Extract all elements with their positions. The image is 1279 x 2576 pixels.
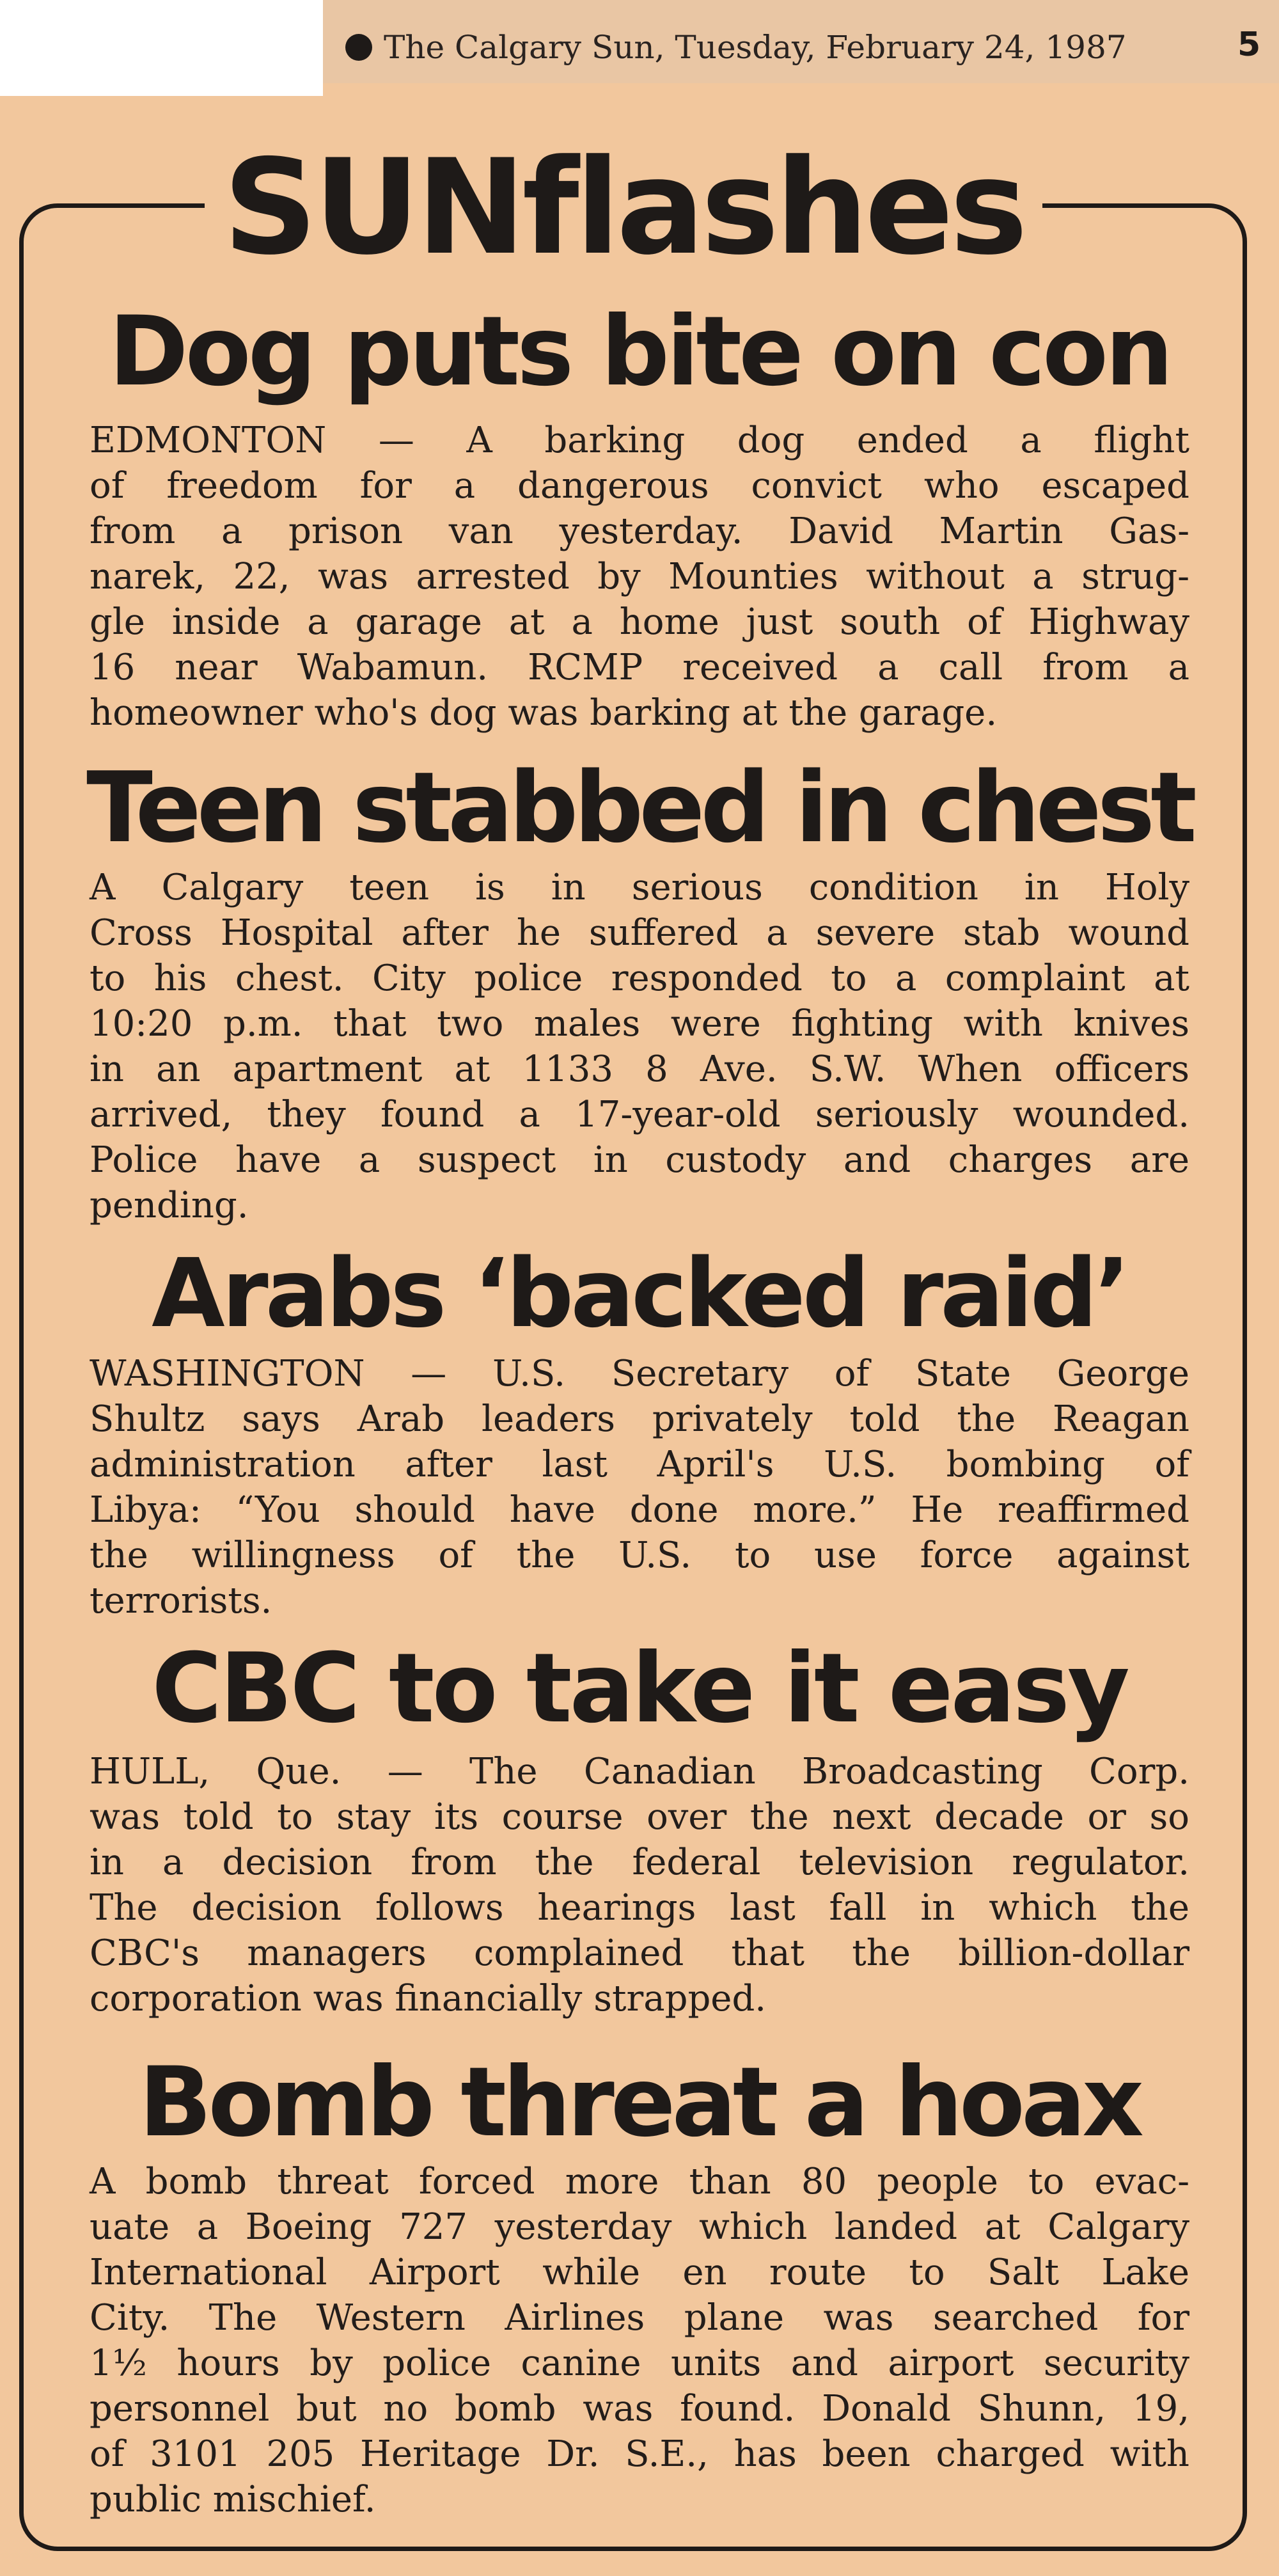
text-line: public mischief. xyxy=(90,2479,376,2520)
headline: Arabs ‘backed raid’ xyxy=(152,1238,1127,1348)
text-line: of freedom for a dangerous convict who escaped xyxy=(90,465,1189,507)
text-line: in an apartment at 1133 8 Ave. S.W. When officers xyxy=(90,1048,1189,1090)
text-line: 10:20 p.m. that two males were fighting with knives xyxy=(90,1003,1189,1045)
text-line: narek, 22, was arrested by Mounties without a strug- xyxy=(90,556,1189,597)
bullet-icon xyxy=(345,34,372,61)
text-line: A bomb threat forced more than 80 people to evac- xyxy=(90,2161,1189,2202)
text-line: CBC's managers complained that the billion-dollar xyxy=(90,1932,1189,1974)
publication-text: The Calgary Sun, Tuesday, February 24, 1987 xyxy=(384,29,1127,66)
text-line: Police have a suspect in custody and charges are xyxy=(90,1139,1189,1181)
headline: Dog puts bite on con xyxy=(109,296,1170,407)
story-body xyxy=(83,865,1196,1228)
text-line: was told to stay its course over the next decade or so xyxy=(90,1796,1189,1838)
text-line: arrived, they found a 17-year-old seriously wounded. xyxy=(90,1094,1189,1135)
text-line: terrorists. xyxy=(90,1580,272,1622)
text-line: HULL, Que. — The Canadian Broadcasting Corp. xyxy=(90,1751,1189,1792)
story-arabs-backed-raid xyxy=(83,1238,1196,1624)
publication-line xyxy=(345,29,1266,80)
text-line: The decision follows hearings last fall in which the xyxy=(90,1887,1189,1929)
text-line: Shultz says Arab leaders privately told the Reagan xyxy=(90,1398,1189,1440)
text-line: from a prison van yesterday. David Martin Gas- xyxy=(90,510,1189,552)
text-line: Cross Hospital after he suffered a severe stab wound xyxy=(90,912,1189,954)
text-line: of 3101 205 Heritage Dr. S.E., has been charged with xyxy=(90,2433,1189,2475)
text-line: gle inside a garage at a home just south of Highway xyxy=(90,601,1189,643)
headline: Bomb threat a hoax xyxy=(139,2047,1140,2158)
text-line: Libya: “You should have done more.” He reaffirmed xyxy=(90,1489,1189,1531)
story-body xyxy=(83,1351,1196,1624)
text-line: WASHINGTON — U.S. Secretary of State George xyxy=(90,1353,1189,1395)
story-body xyxy=(83,2159,1196,2522)
text-line: to his chest. City police responded to a complaint at xyxy=(90,958,1189,999)
text-line: EDMONTON — A barking dog ended a flight xyxy=(90,420,1189,461)
headline: Teen stabbed in chest xyxy=(86,751,1193,864)
headline: CBC to take it easy xyxy=(152,1633,1127,1744)
story-bomb-threat-a-hoax xyxy=(83,2047,1196,2522)
text-line: personnel but no bomb was found. Donald Shunn, 19, xyxy=(90,2388,1189,2430)
text-line: administration after last April's U.S. bombing of xyxy=(90,1444,1189,1485)
story-cbc-to-take-it-easy xyxy=(83,1631,1196,2021)
story-teen-stabbed-in-chest xyxy=(83,752,1196,1228)
story-dog-puts-bite-on-con xyxy=(83,291,1196,736)
text-line: in a decision from the federal television regulator. xyxy=(90,1842,1189,1883)
clipping-cutout xyxy=(0,0,323,96)
text-line: 16 near Wabamun. RCMP received a call from a xyxy=(90,647,1189,688)
text-line: homeowner who's dog was barking at the garage. xyxy=(90,692,998,734)
page-number: 5 xyxy=(1237,26,1261,64)
section-title: SUNflashes xyxy=(205,134,1042,281)
story-body xyxy=(83,418,1196,736)
text-line: City. The Western Airlines plane was searched for xyxy=(90,2297,1189,2339)
story-body xyxy=(83,1749,1196,2021)
text-line: A Calgary teen is in serious condition in Holy xyxy=(90,867,1189,908)
text-line: pending. xyxy=(90,1185,249,1226)
text-line: International Airport while en route to Salt Lake xyxy=(90,2252,1189,2293)
text-line: uate a Boeing 727 yesterday which landed at Calgary xyxy=(90,2206,1189,2248)
text-line: 1½ hours by police canine units and airport security xyxy=(90,2343,1189,2384)
text-line: the willingness of the U.S. to use force against xyxy=(90,1535,1189,1576)
text-line: corporation was financially strapped. xyxy=(90,1978,767,2019)
